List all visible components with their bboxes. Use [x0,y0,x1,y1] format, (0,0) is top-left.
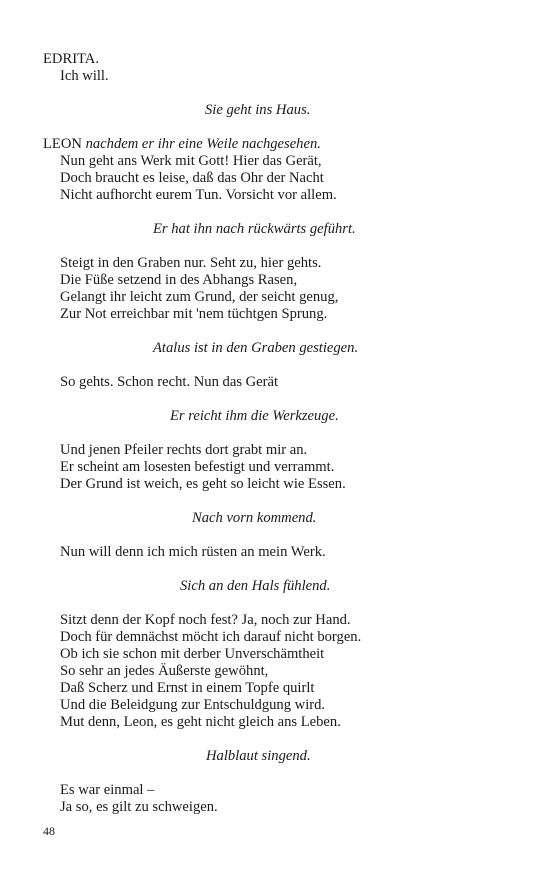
verse-line: Zur Not erreichbar mit 'nem tüchtgen Sprung. [60,306,328,322]
verse-line: Die Füße setzend in des Abhangs Rasen, [60,272,298,288]
verse-line: Gelangt ihr leicht zum Grund, der seicht genug, [60,289,339,305]
verse-line: Daß Scherz und Ernst in einem Topfe quirlt [60,680,315,696]
verse-line: Es war einmal – [60,782,155,798]
stage-direction: Er reicht ihm die Werkzeuge. [170,408,339,424]
stage-direction: Sich an den Hals fühlend. [180,578,331,594]
verse-line: So gehts. Schon recht. Nun das Gerät [60,374,279,390]
page-number: 48 [43,824,55,838]
verse-line: Nicht aufhorcht eurem Tun. Vorsicht vor allem. [60,187,337,203]
verse-line: Nun will denn ich mich rüsten an mein Werk. [60,544,326,560]
verse-line: Doch braucht es leise, daß das Ohr der Nacht [60,170,324,186]
verse-line: Nun geht ans Werk mit Gott! Hier das Gerät, [60,153,322,169]
verse-line: Der Grund ist weich, es geht so leicht wie Essen. [60,476,346,492]
stage-direction: Sie geht ins Haus. [205,102,311,118]
verse-line: Doch für demnächst möcht ich darauf nicht borgen. [60,629,362,645]
verse-line: Mut denn, Leon, es geht nicht gleich ans Leben. [60,714,341,730]
stage-direction: Atalus ist in den Graben gestiegen. [153,340,359,356]
verse-line: Und jenen Pfeiler rechts dort grabt mir an. [60,442,308,458]
speaker-line [43,136,321,153]
verse-line: Ja so, es gilt zu schweigen. [60,799,218,815]
verse-line: Sitzt denn der Kopf noch fest? Ja, noch zur Hand. [60,612,351,628]
verse-line: Steigt in den Graben nur. Seht zu, hier gehts. [60,255,322,271]
verse-line: Ob ich sie schon mit derber Unverschämtheit [60,646,325,662]
verse-line: So sehr an jedes Äußerste gewöhnt, [60,663,269,679]
stage-direction: Er hat ihn nach rückwärts geführt. [153,221,356,237]
speaker-name: LEON [43,136,82,152]
speaker-name: EDRITA. [43,51,99,67]
stage-direction: Nach vorn kommend. [192,510,317,526]
verse-line: Er scheint am losesten befestigt und verrammt. [60,459,335,475]
stage-direction: Halblaut singend. [206,748,311,764]
verse-line: Ich will. [60,68,109,84]
speaker-direction: nachdem er ihr eine Weile nachgesehen. [85,136,321,152]
verse-line: Und die Beleidgung zur Entschuldgung wird. [60,697,326,713]
